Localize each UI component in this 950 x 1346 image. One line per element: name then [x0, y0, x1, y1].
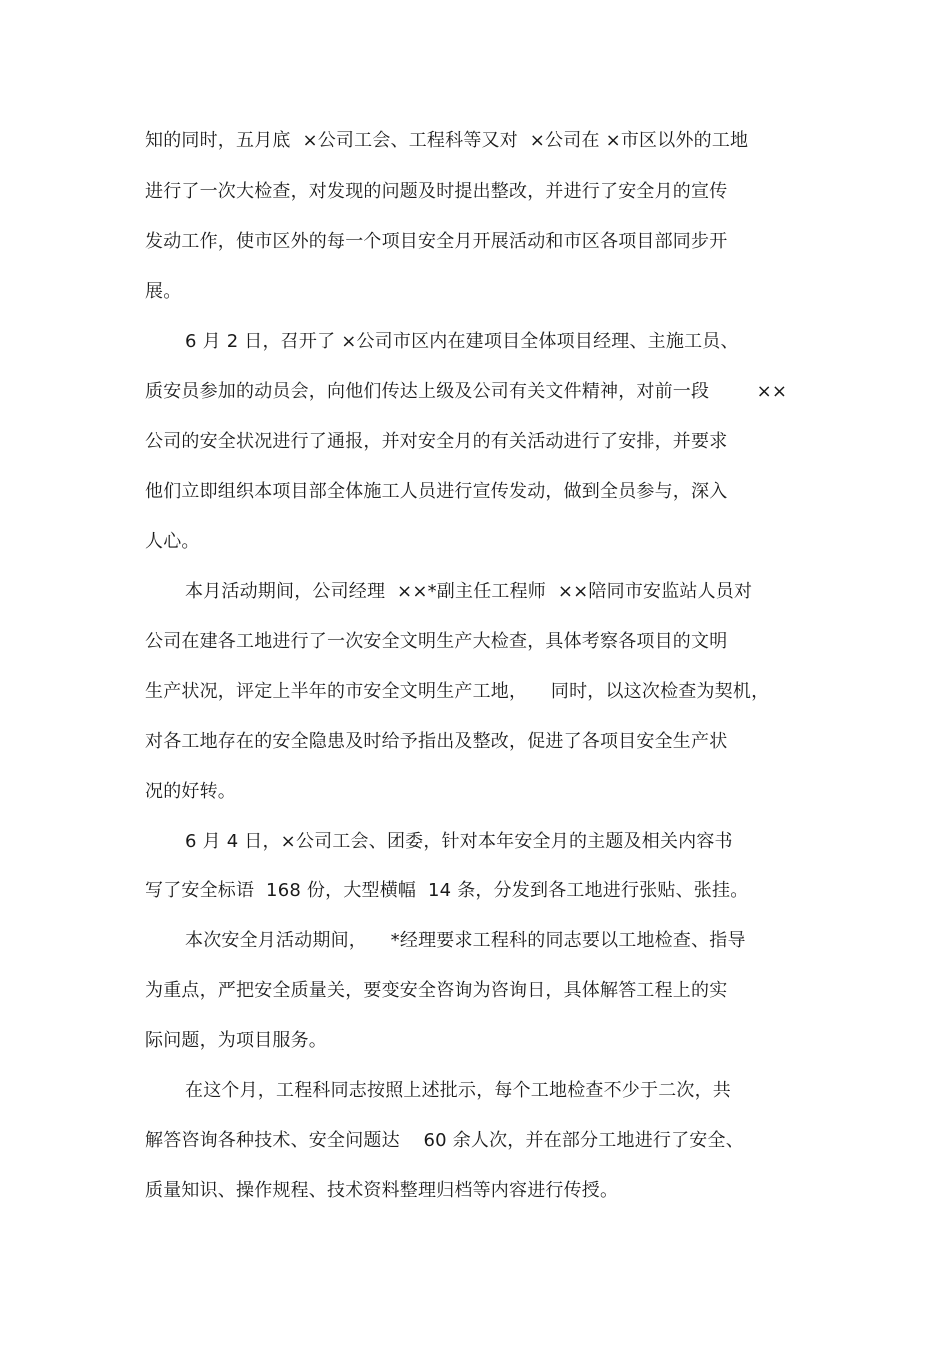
text-line: 生产状况，评定上半年的市安全文明生产工地， 同时，以这次检查为契机，: [145, 681, 770, 702]
text-line: 进行了一次大检查，对发现的问题及时提出整改，并进行了安全月的宣传: [145, 181, 728, 202]
text-line: 质量知识、操作规程、技术资料整理归档等内容进行传授。: [145, 1180, 619, 1201]
text-line: 6 月 2 日，召开了 ×公司市区内在建项目全体项目经理、主施工员、: [185, 331, 739, 352]
text-line: 公司的安全状况进行了通报，并对安全月的有关活动进行了安排，并要求: [145, 431, 728, 452]
text-line: 解答咨询各种技术、安全问题达 60 余人次，并在部分工地进行了安全、: [145, 1130, 744, 1151]
text-line: 人心。: [145, 531, 200, 552]
text-line: 质安员参加的动员会，向他们传达上级及公司有关文件精神，对前一段 ××: [145, 381, 788, 402]
text-line: 写了安全标语 168 份，大型横幅 14 条，分发到各工地进行张贴、张挂。: [145, 880, 749, 901]
text-line: 6 月 4 日，×公司工会、团委，针对本年安全月的主题及相关内容书: [185, 831, 733, 852]
text-line: 知的同时，五月底 ×公司工会、工程科等又对 ×公司在 ×市区以外的工地: [145, 130, 749, 151]
text-line: 对各工地存在的安全隐患及时给予指出及整改，促进了各项目安全生产状: [145, 731, 728, 752]
text-line: 公司在建各工地进行了一次安全文明生产大检查，具体考察各项目的文明: [145, 631, 728, 652]
text-line: 在这个月，工程科同志按照上述批示，每个工地检查不少于二次，共: [185, 1080, 731, 1101]
text-line: 展。: [145, 281, 182, 302]
text-line: 况的好转。: [145, 781, 236, 802]
text-line: 他们立即组织本项目部全体施工人员进行宣传发动，做到全员参与，深入: [145, 481, 728, 502]
text-line: 为重点，严把安全质量关，要变安全咨询为咨询日，具体解答工程上的实: [145, 980, 728, 1001]
text-line: 本月活动期间，公司经理 ××*副主任工程师 ××陪同市安监站人员对: [185, 581, 753, 602]
text-line: 际问题，为项目服务。: [145, 1030, 327, 1051]
text-line: 发动工作，使市区外的每一个项目安全月开展活动和市区各项目部同步开: [145, 231, 728, 252]
text-line: 本次安全月活动期间， *经理要求工程科的同志要以工地检查、指导: [185, 930, 746, 951]
